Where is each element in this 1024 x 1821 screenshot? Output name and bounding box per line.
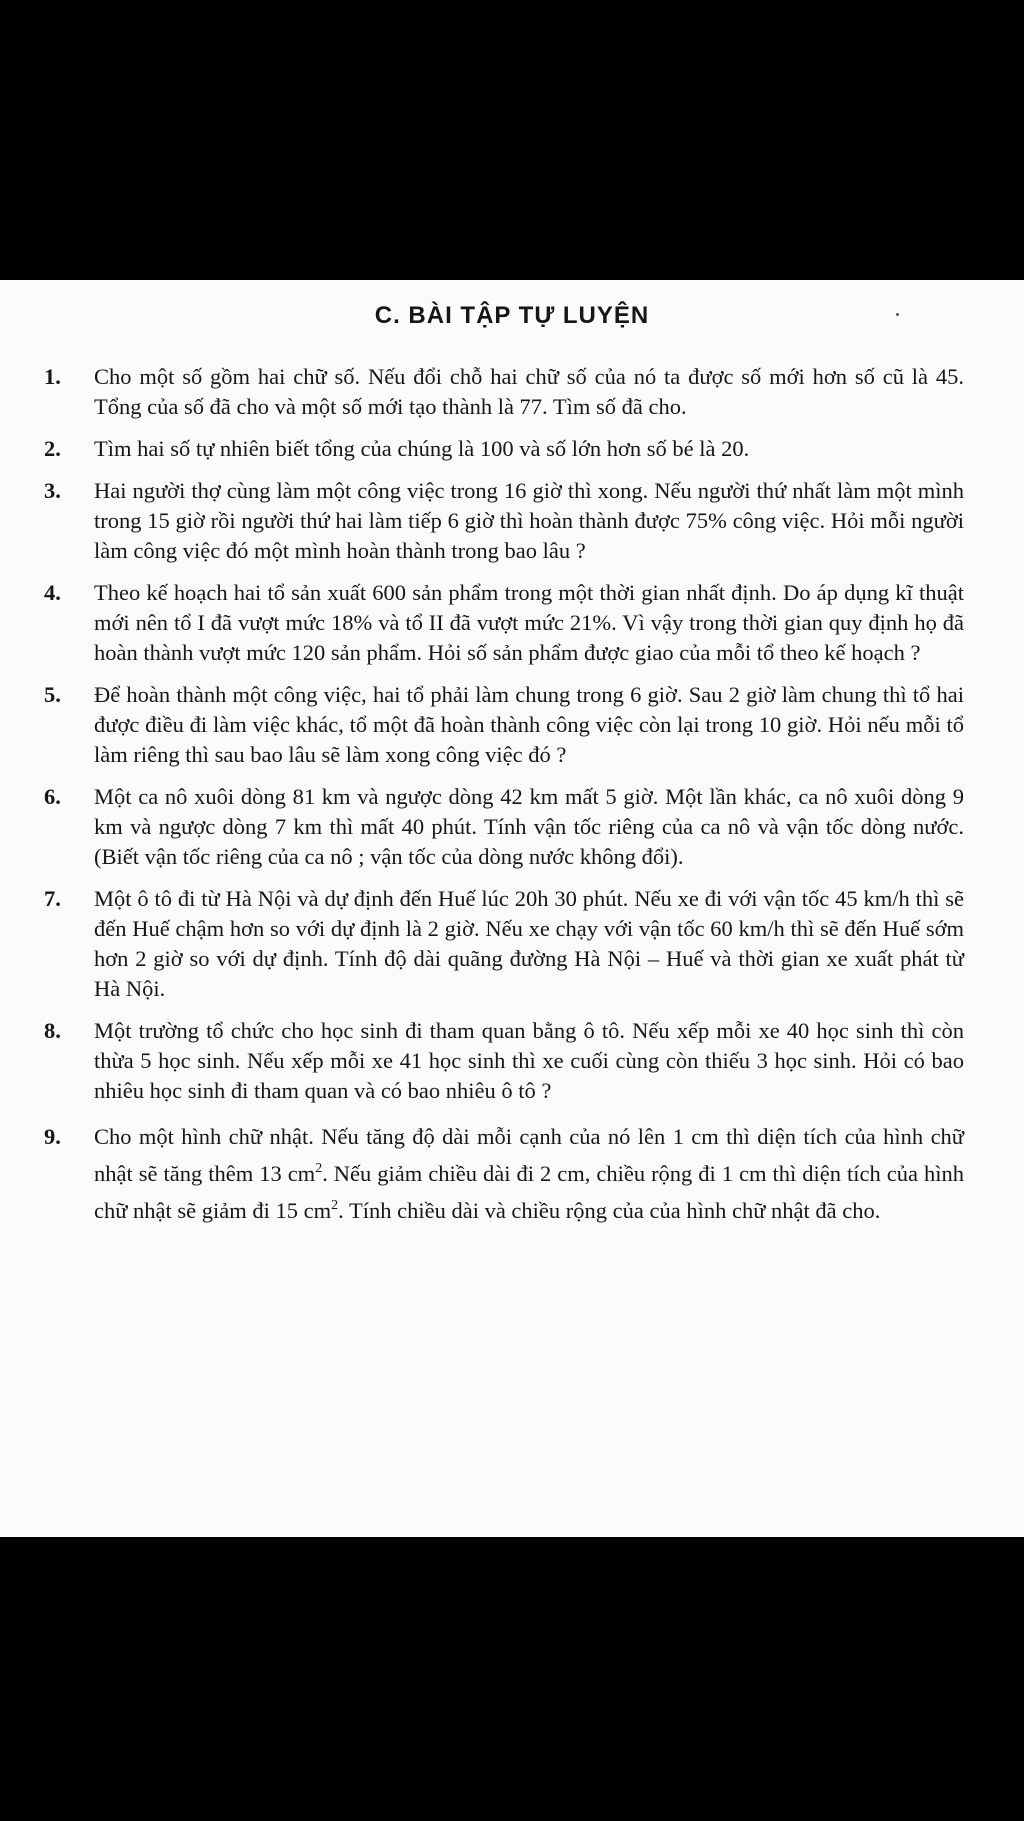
exercise-text: Để hoàn thành một công việc, hai tổ phải làm chung trong 6 giờ. Sau 2 giờ làm chung thì tổ hai được điều đi làm việc khác, tổ một đã hoàn thành công việc còn lại trong 10 giờ. Hỏi nếu mỗi tổ làm riêng thì sau bao lâu sẽ làm xong công việc đó ?: [94, 682, 964, 767]
exercise-2: [44, 434, 964, 464]
exercise-number: 8.: [44, 1018, 61, 1043]
exercise-number: 6.: [44, 784, 61, 809]
exercise-text: Một ca nô xuôi dòng 81 km và ngược dòng 42 km mất 5 giờ. Một lần khác, ca nô xuôi dòng 9 km và ngược dòng 7 km thì mất 40 phút. Tính vận tốc riêng của ca nô và vận tốc dòng nước. (Biết vận tốc riêng của ca nô ; vận tốc của dòng nước không đổi).: [94, 784, 964, 869]
exercise-5: [44, 680, 964, 770]
top-black-band: [0, 0, 1024, 280]
exercise-number: 3.: [44, 478, 61, 503]
exercise-text-part: . Tính chiều dài và chiều rộng của của hình chữ nhật đã cho.: [338, 1198, 881, 1223]
exercise-text: Tìm hai số tự nhiên biết tổng của chúng là 100 và số lớn hơn số bé là 20.: [94, 436, 750, 461]
section-title: C. BÀI TẬP TỰ LUYỆN: [374, 302, 650, 329]
superscript: 2: [331, 1198, 339, 1213]
exercise-text: [94, 1124, 964, 1223]
exercise-number: 4.: [44, 580, 61, 605]
bottom-black-band: [0, 1537, 1024, 1821]
exercise-6: [44, 782, 964, 872]
exercise-text: Hai người thợ cùng làm một công việc trong 16 giờ thì xong. Nếu người thứ nhất làm một mình trong 15 giờ rồi người thứ hai làm tiếp 6 giờ thì hoàn thành được 75% công việc. Hỏi mỗi người làm công việc đó một mình hoàn thành trong bao lâu ?: [94, 478, 964, 563]
superscript: 2: [315, 1161, 323, 1176]
exercise-number: 9.: [44, 1124, 61, 1149]
exercise-text: Một trường tổ chức cho học sinh đi tham quan bằng ô tô. Nếu xếp mỗi xe 40 học sinh thì còn thừa 5 học sinh. Nếu xếp mỗi xe 41 học sinh thì xe cuối cùng còn thiếu 3 học sinh. Hỏi có bao nhiêu học sinh đi tham quan và có bao nhiêu ô tô ?: [94, 1018, 964, 1103]
exercise-number: 2.: [44, 436, 61, 461]
exercise-number: 1.: [44, 364, 61, 389]
exercise-text-part: . Nếu giảm chiều dài đi 2 cm, chiều rộng đi 1 cm thì diện tích của hình chữ nhật sẽ giảm đi 15 cm: [94, 1161, 964, 1223]
exercise-text: Một ô tô đi từ Hà Nội và dự định đến Huế lúc 20h 30 phút. Nếu xe đi với vận tốc 45 km/h thì sẽ đến Huế chậm hơn so với dự định là 2 giờ. Nếu xe chạy với vận tốc 60 km/h thì sẽ đến Huế sớm hơn 2 giờ so với dự định. Tính độ dài quãng đường Hà Nội – Huế và thời gian xe xuất phát từ Hà Nội.: [94, 886, 964, 1001]
exercise-4: [44, 578, 964, 668]
exercise-1: [44, 362, 964, 422]
exercise-3: [44, 476, 964, 566]
exercise-text-part: Cho một hình chữ nhật. Nếu tăng độ dài mỗi cạnh của nó lên 1 cm thì diện tích của hình chữ nhật sẽ tăng thêm 13 cm: [94, 1124, 964, 1186]
document-page[interactable]: [0, 280, 1024, 1537]
exercise-text: Theo kế hoạch hai tổ sản xuất 600 sản phẩm trong một thời gian nhất định. Do áp dụng kĩ thuật mới nên tổ I đã vượt mức 18% và tổ II đã vượt mức 21%. Vì vậy trong thời gian quy định họ đã hoàn thành vượt mức 120 sản phẩm. Hỏi số sản phẩm được giao của mỗi tổ theo kế hoạch ?: [94, 580, 964, 665]
exercise-number: 7.: [44, 886, 61, 911]
exercise-9: [44, 1118, 964, 1229]
exercise-list: [44, 362, 964, 1241]
exercise-text: Cho một số gồm hai chữ số. Nếu đổi chỗ hai chữ số của nó ta được số mới hơn số cũ là 45. Tổng của số đã cho và một số mới tạo thành là 77. Tìm số đã cho.: [94, 364, 964, 419]
exercise-number: 5.: [44, 682, 61, 707]
scan-speck: [896, 313, 899, 316]
exercise-8: [44, 1016, 964, 1106]
exercise-7: [44, 884, 964, 1004]
